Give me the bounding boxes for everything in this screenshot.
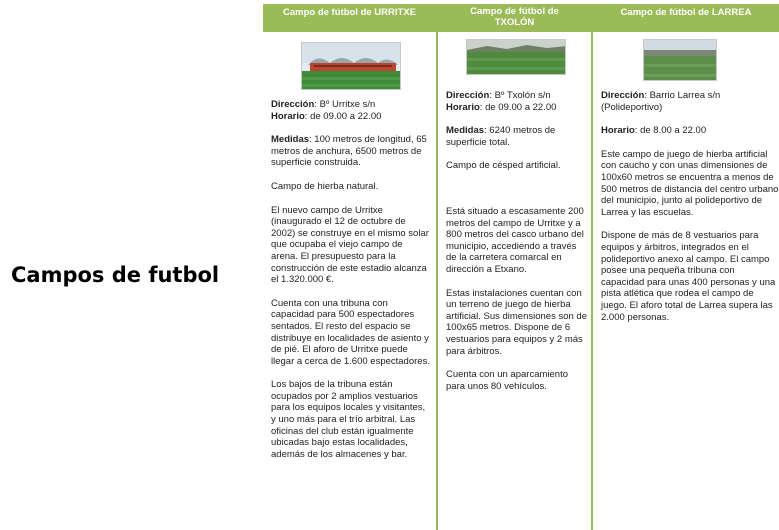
- body-larrea: [601, 90, 779, 335]
- address-line: Dirección: Bº Urritxe s/n: [271, 99, 376, 110]
- address-line: Dirección: Barrio Larrea s/n (Polideportivo): [601, 90, 721, 113]
- hours-line: Horario: de 8.00 a 22.00: [601, 125, 707, 137]
- body-urritxe: [271, 99, 431, 472]
- slide-title: Campos de futbol: [11, 263, 220, 287]
- field-image: [467, 40, 566, 75]
- stadium-image: [302, 43, 401, 90]
- header-txolon: [438, 4, 591, 33]
- fields-table: [263, 4, 779, 530]
- header-larrea: [593, 4, 779, 33]
- stadium-photo-txolon: [466, 39, 566, 75]
- header-larrea-label: Campo de fútbol de LARREA: [620, 7, 752, 18]
- paragraph-1: Está situado a escasamente 200 metros del campo de Urritxe y a 800 metros del casco urbano del municipio, accediendo a través de la carretera comarcal en dirección a Etxano.: [446, 205, 584, 275]
- column-larrea: [591, 4, 779, 530]
- paragraph-3: Los bajos de la tribuna están ocupados por 2 amplios vestuarios para los equipos locales y visitantes, y uno más para el trío arbitral. Las oficinas del club están igualmente ubicadas bajo estas localidades, además de los almacenes y bar.: [271, 379, 426, 460]
- field-image: [644, 40, 717, 81]
- grass-type: Campo de césped artificial.: [446, 160, 561, 172]
- measures-line: Medidas: 100 metros de longitud, 65 metros de anchura, 6500 metros de superficie construida.: [271, 134, 427, 169]
- column-urritxe: [263, 4, 436, 530]
- paragraph-2: Cuenta con una tribuna con capacidad para 500 espectadores sentados. El resto del espacio se distribuye en localidades de asiento y de pié. El aforo de Urritxe puede llegar a cerca de 1.600 espectadores.: [271, 297, 430, 367]
- address-line: Dirección: Bº Txolón s/n: [446, 90, 551, 101]
- paragraph-2: Estas instalaciones cuentan con un terreno de juego de hierba artificial. Sus dimensiones son de 100x65 metros. Dispone de 6 vestuarios para equipos y 2 más para árbitros.: [446, 287, 587, 357]
- stadium-photo-urritxe: [301, 42, 401, 90]
- paragraph-1: Este campo de juego de hierba artificial con caucho y con unas dimensiones de 100x60 metros se encuentra a menos de 500 metros de distancia del centro urbano del municipio, junto al polideportivo de Larrea y las escuelas.: [601, 148, 779, 218]
- stadium-photo-larrea: [643, 39, 717, 81]
- hours-line: Horario: de 09.00 a 22.00: [271, 110, 382, 122]
- header-txolon-label: Campo de fútbol de TXOLÓN: [470, 6, 559, 28]
- grass-type: Campo de hierba natural.: [271, 180, 379, 192]
- paragraph-3: Cuenta con un aparcamiento para unos 80 vehículos.: [446, 369, 568, 392]
- paragraph-2: Dispone de más de 8 vestuarios para equipos y árbitros, integrados en el polideportivo anexo al campo. El campo posee una pequeña tribuna con capacidad para unas 400 personas y una pista atlética que rodea el campo de juego. El aforo total de Larrea supera las 2.000 personas.: [601, 230, 776, 323]
- hours-line: Horario: de 09.00 a 22.00: [446, 101, 557, 113]
- column-txolon: [436, 4, 591, 530]
- header-urritxe-label: Campo de fútbol de URRITXE: [283, 7, 416, 18]
- body-txolon: [446, 90, 588, 404]
- measures-line: Medidas: 6240 metros de superficie total.: [446, 125, 556, 148]
- header-urritxe: [263, 4, 436, 33]
- paragraph-1: El nuevo campo de Urritxe (inaugurado el 12 de octubre de 2002) se construye en el mismo solar que ocupaba el viejo campo de arena. El presupuesto para la construcción de este estadio alcanza el 1.320.000 €.: [271, 204, 429, 286]
